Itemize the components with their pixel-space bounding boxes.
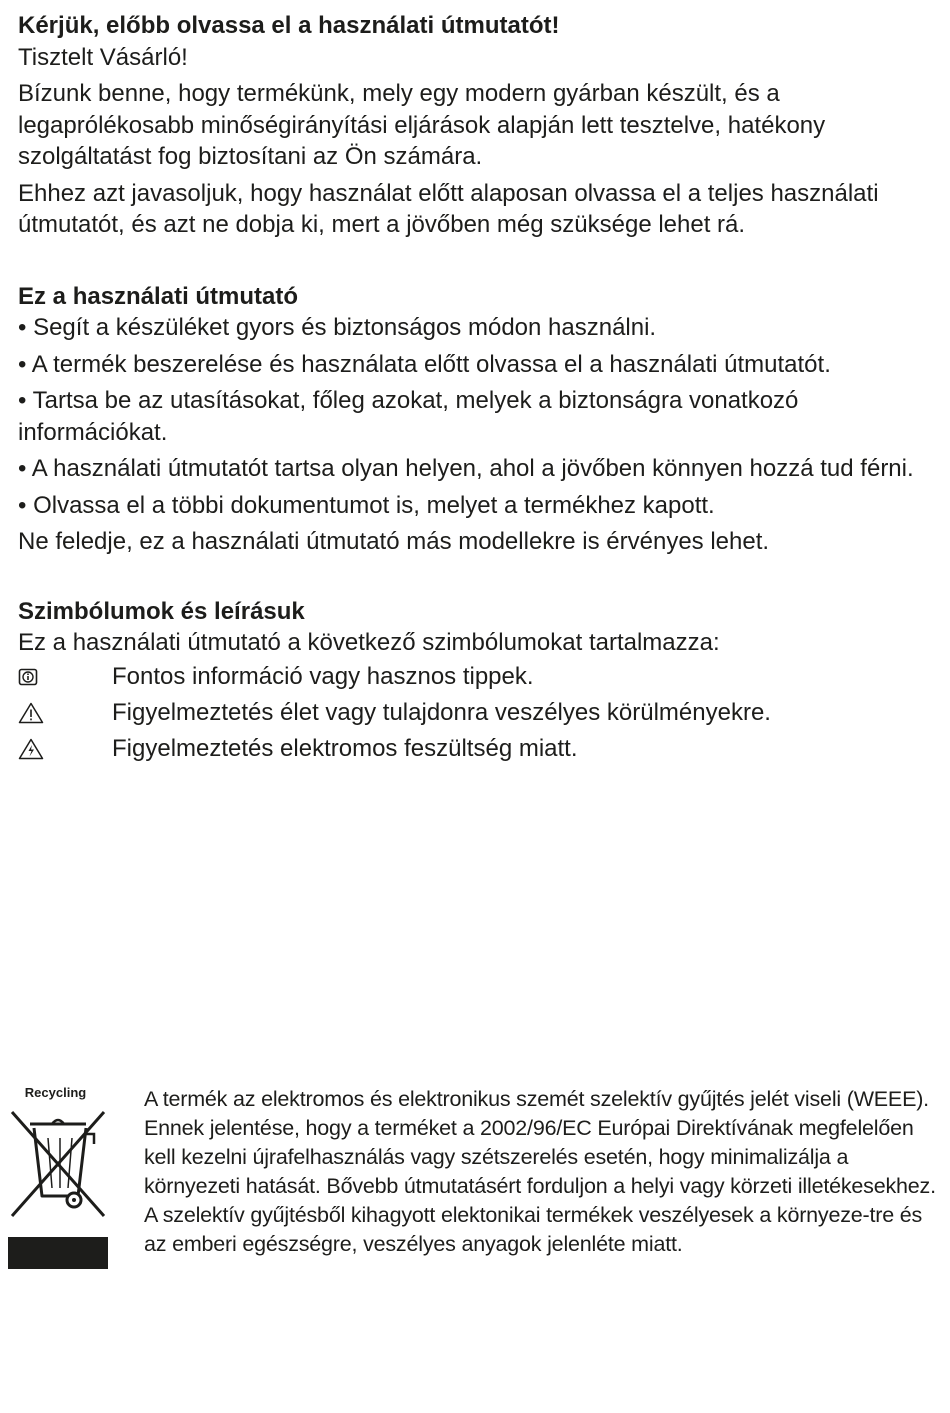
electric-warning-icon [18,738,112,760]
symbol-text: Fontos információ vagy hasznos tippek. [112,662,534,690]
weee-paragraph-3: A szelektív gyűjtésből kihagyott elektonikai termékek veszélyesek a környeze-tre és az emberi egészségre, veszélyes anyagok jelenléte miatt. [144,1203,923,1256]
intro-paragraph-1: Bízunk benne, hogy termékünk, mely egy modern gyárban készült, és a legaprólékosabb minőségirányítási eljárások alapján lett tesztelve, hatékony szolgáltatást fog biztosítani az Ön számára. [18,80,826,170]
intro-paragraph-2: Ehhez azt javasoljuk, hogy használat előtt alaposan olvassa el a teljes használati útmutatót, és azt ne dobja ki, mert a jövőben még szüksége lehet rá. [18,179,879,238]
weee-paragraph-1: A termék az elektromos és elektronikus szemét szelektív gyűjtés jelét viseli (WEEE). [144,1087,929,1111]
symbol-text: Figyelmeztetés elektromos feszültség miatt. [112,734,578,762]
weee-paragraph-2: Ennek jelentése, hogy a terméket a 2002/96/EC Európai Direktívának megfelelően kell kezelni újrafelhasználás vagy szétszerelés esetén, hogy minimalizálja a környezeti hatását. Bővebb útmutatásért forduljon a helyi vagy körzeti illetékesekhez. [144,1116,936,1198]
guide-bullet: • Segít a készüléket gyors és biztonságos módon használni. [18,314,657,341]
warning-triangle-icon [18,702,112,724]
symbol-row-warning [18,695,938,731]
recycling-label: Recycling [24,1085,87,1100]
greeting: Tisztelt Vásárló! [18,43,188,71]
crossed-bin-icon [8,1104,108,1224]
weee-text-block [144,1085,944,1259]
symbol-row-info [18,659,938,695]
page-title: Kérjük, előbb olvassa el a használati útmutatót! [18,12,560,39]
symbol-text: Figyelmeztetés élet vagy tulajdonra veszélyes körülményekre. [112,698,771,726]
guide-bullet: • Tartsa be az utasításokat, főleg azokat, melyek a biztonságra vonatkozó információkat. [18,387,799,446]
guide-bullet: • A használati útmutatót tartsa olyan helyen, ahol a jövőben könnyen hozzá tud férni. [18,455,914,482]
symbols-heading: Szimbólumok és leírásuk [18,597,305,625]
weee-logo [8,1085,110,1269]
guide-note: Ne feledje, ez a használati útmutató más modellekre is érvényes lehet. [18,528,770,555]
manual-page [18,10,938,767]
symbol-row-electric [18,731,938,767]
symbols-intro: Ez a használati útmutató a következő szimbólumokat tartalmazza: [18,629,720,656]
guide-heading: Ez a használati útmutató [18,282,299,310]
guide-bullet: • A termék beszerelése és használata előtt olvassa el a használati útmutatót. [18,350,831,378]
info-icon [18,667,112,687]
weee-black-bar [8,1237,108,1269]
guide-bullet: • Olvassa el a többi dokumentumot is, melyet a termékhez kapott. [18,491,715,519]
